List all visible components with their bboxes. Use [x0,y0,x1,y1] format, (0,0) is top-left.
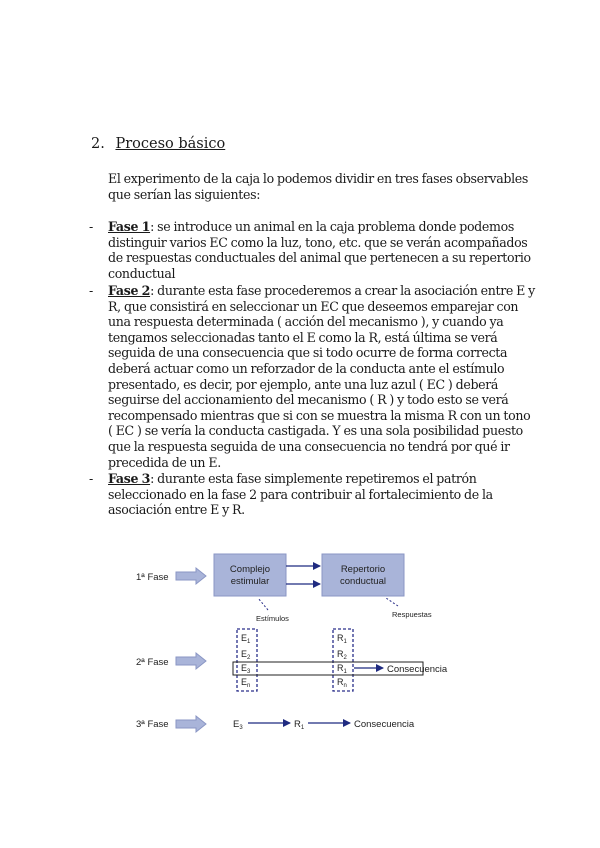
consecuencia-fase2: Consecuencia [387,664,448,675]
r-item: $R_2$ [337,649,347,661]
estimulos-pointer [258,598,268,610]
e-item: $E_n$ [241,677,251,689]
phase-3-label: Fase 3 [108,471,151,486]
consecuencia-fase3: Consecuencia [354,719,415,730]
repertorio-conductual-box [322,554,404,596]
phase-3-text: : durante esta fase simplemente repetiremos el patrón seleccionado en la fase 2 para contribuir al fortalecimiento de la asociación entre E y R. [108,471,493,518]
estimulos-label: Estímulos [256,614,289,623]
complejo-line1: Complejo [229,564,271,575]
section-number: 2. [91,136,105,152]
r-item: $R_1$ [337,663,347,675]
fase3-e3: $E_3$ [233,719,243,731]
phase-1-label: Fase 1 [108,219,151,234]
complejo-line2: estimular [230,576,270,587]
fase1-label: 1ª Fase [136,572,169,583]
respuestas-label: Respuestas [392,610,432,619]
fase2-label: 2ª Fase [136,657,169,668]
r-item: $R_1$ [337,633,347,645]
repertorio-line1: Repertorio [340,564,386,575]
fase3-block-arrow [176,716,206,732]
bullet-marker: - [89,219,94,234]
e-item: $E_2$ [241,649,251,661]
phase-1-text: : se introduce un animal en la caja problema donde podemos distinguir varios EC como la luz, tono, etc. que se verán acompañados de respuestas conductuales del animal que pertenecen a su repertorio conductual [108,219,531,281]
complejo-estimular-box [214,554,286,596]
fase1-block-arrow [176,568,206,584]
respuestas-pointer [386,598,398,606]
phase-2-text: : durante esta fase procederemos a crear la asociación entre E y R, que consistirá en seleccionar un EC que deseemos emparejar con una respuesta determinada ( acción del mecanismo ), y cuando ya tengamos seleccionadas tanto el E como la R, está última se verá seguida de una consecuencia que si todo ocurre de forma correcta deberá actuar como un reforzador de la conducta ante el estímulo presentado, es decir, por ejemplo, ante una luz azul ( EC ) deberá seguirse del accionamiento del mecanismo ( R ) y todo esto se verá recompensado mientras que si con se muestra la misma R con un tono ( EC ) se vería la conducta castigada. Y es una sola posibilidad puesto que la respuesta seguida de una consecuencia no tendrá por qué ir precedida de un E. [108,283,535,470]
r-item: $R_n$ [337,677,347,689]
section-title: Proceso básico [115,136,226,152]
e-item: $E_1$ [241,633,251,645]
fase3-label: 3ª Fase [136,719,169,730]
e-item: $E_3$ [241,663,251,675]
bullet-marker: - [89,283,94,298]
bullet-marker: - [89,471,94,486]
phase-2-label: Fase 2 [108,283,151,298]
repertorio-line2: conductual [340,576,386,587]
fase3-r1: $R_1$ [294,719,305,731]
fase2-block-arrow [176,653,206,669]
intro-paragraph: El experimento de la caja lo podemos dividir en tres fases observables que serían las siguientes: [108,171,528,202]
